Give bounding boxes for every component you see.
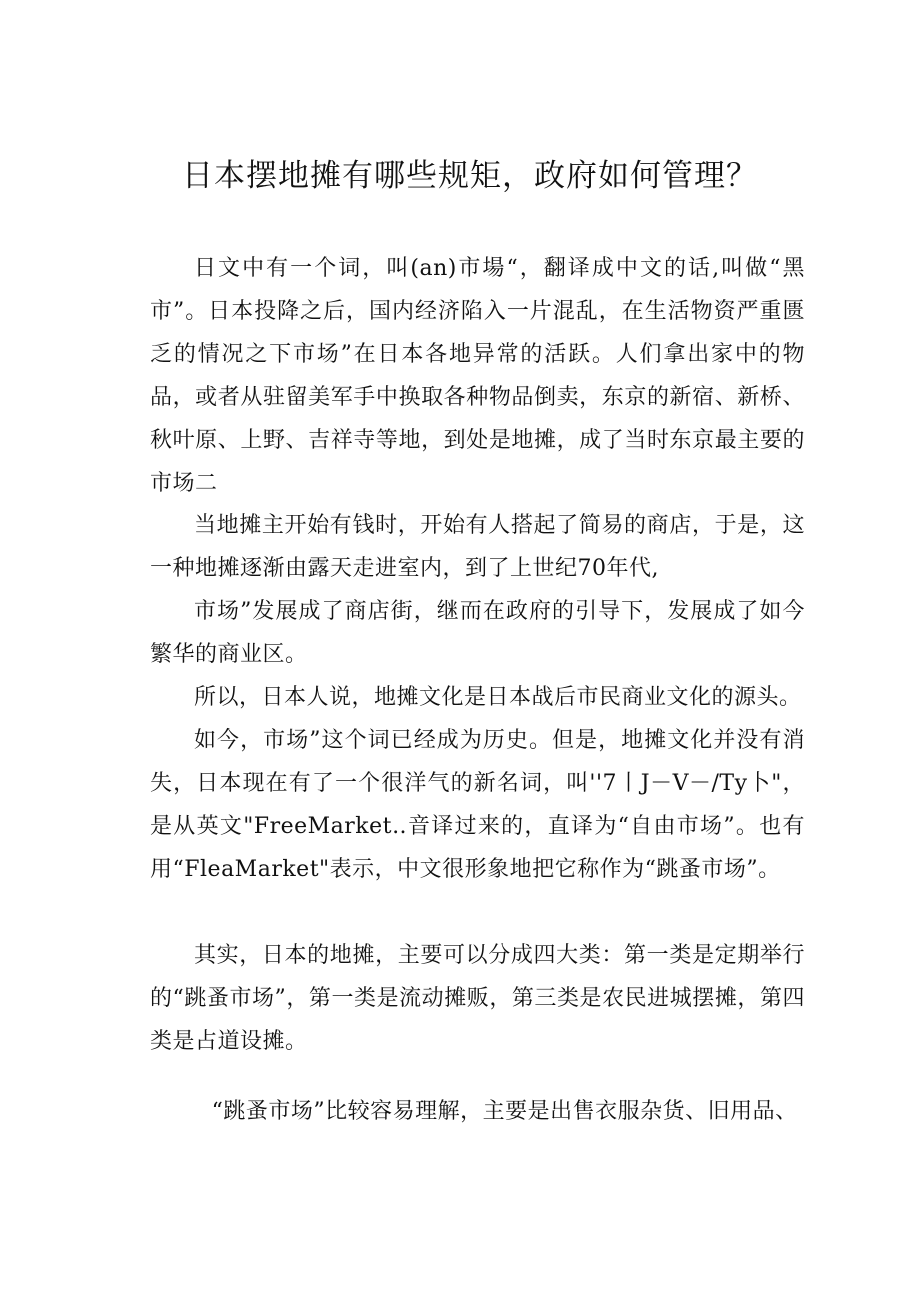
paragraph-four-types: 其实，日本的地摊，主要可以分成四大类：第一类是定期举行的“跳蚤市场”，第一类是流动摊贩，第三类是农民进城摆摊，第四类是占道设摊。 [150,943,805,1054]
paragraph-black-market-origin: 日文中有一个词，叫(an)市場“，翻译成中文的话,叫做“黑市”。日本投降之后，国内经济陷入一片混乱，在生活物资严重匮乏的情况之下市场”在日本各地异常的活跃。人们拿出家中的物品，或者从驻留美军手中换取各种物品倒卖，东京的新宿、新桥、秋叶原、上野、吉祥寺等地，到处是地摊，成了当时东京最主要的市场二 [150,256,805,496]
document-title: 日本摆地摊有哪些规矩，政府如何管理？ [182,158,758,194]
paragraph-culture-source: 所以，日本人说，地摊文化是日本战后市民商业文化的源头。 [194,685,802,710]
paragraph-free-market: 如今，市场”这个词已经成为历史。但是，地摊文化并没有消失，日本现在有了一个很洋气的新名词，叫''7丨J－V－/Ty卜"，是从英文"FreeMarket‥音译过来的，直译为“自由市场”。也有用“FleaMarket"表示，中文很形象地把它称作为“跳蚤市场”。 [150,728,805,882]
paragraph-shops-emerge: 当地摊主开始有钱时，开始有人搭起了简易的商店，于是，这一种地摊逐渐由露天走进室内，到了上世纪70年代, [150,513,805,581]
paragraph-flea-market: “跳蚤市场”比较容易理解，主要是出售衣服杂货、旧用品、 [211,1099,798,1124]
paragraph-shopping-streets: 市场”发展成了商店街，继而在政府的引导下，发展成了如今繁华的商业区。 [150,599,805,667]
